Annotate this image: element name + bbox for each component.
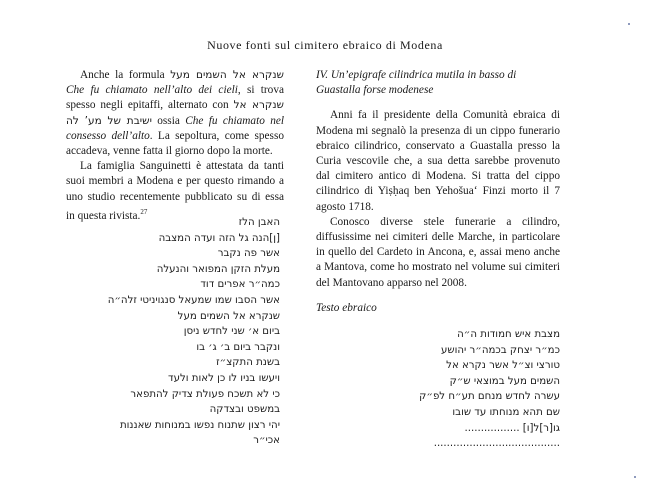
text-span: , si trova spesso negli epitaffi, alternato con	[66, 84, 284, 112]
hebrew-phrase: שנקרא אל השמים מעל	[170, 69, 284, 81]
epitaph-line: [ן]הנה גל הזה ועדה המצבה	[158, 232, 280, 244]
testo-ebraico-label: Testo ebraico	[316, 301, 377, 314]
epitaph-line: ויעשו בניו לו כן לאות ולעד	[168, 372, 280, 384]
running-header: Nuove fonti sul cimitero ebraico di Modena	[207, 38, 443, 52]
epitaph-line: יהי רצון שתנוח נפשו במנוחות שאננות	[119, 419, 280, 431]
epitaph-line: האבן הלז	[238, 217, 280, 228]
right-paragraph-1: Anni fa il presidente della Comunità ebraica di Modena mi segnalò la presenza di un cippo funerario ebraico cilindrico, conservato a Guastalla presso la Curia vescovile che, a sua detta sarebbe provenuto dal cimitero antico di Modena. Si tratta del cippo cilindrico di Yiṣḥaq ben Yehošua‘ Finzi morto il 7 agosto 1718.	[316, 109, 560, 213]
left-paragraph-1	[66, 68, 284, 159]
epitaph-line: אשר פה נקבר	[217, 248, 280, 260]
hebrew-phrase: שנקרא אל ישיבת של מע’	[84, 99, 284, 127]
section-heading: IV. Un’epigrafe cilindrica mutila in basso di Guastalla forse modenese	[316, 69, 517, 97]
text-span: La famiglia Sanguinetti è attestata da tanti suoi membri a Modena e per questo rimando a uno studio recentemente pubblicato su di essa in questa rivista.	[66, 160, 284, 222]
epitaph-line: במשפט ובצדקה	[209, 404, 280, 416]
epitaph-line: אכי״ר	[253, 435, 280, 447]
epitaph-line: .......................................	[433, 438, 560, 450]
epitaph-line: ונקבר ביום ב׳ ג׳ בו	[196, 341, 280, 353]
text-span: . La sepoltura, come spesso accadeva, venne fatta il giorno dopo la morte.	[66, 129, 284, 158]
epitaph-line: כמה״ר אפרים דוד	[200, 279, 280, 291]
hebrew-phrase: לה	[66, 114, 85, 127]
hebrew-epitaph-right	[396, 327, 560, 452]
left-column	[66, 68, 284, 224]
epitaph-line: בשנת התקצ״ז	[216, 357, 280, 369]
epitaph-line: כמ״ר יצחק בכמה״ר יהושע	[440, 344, 560, 356]
epitaph-line: עשרה לחדש מנחם תע״ח לפ״ק	[419, 391, 560, 403]
hebrew-epitaph-left	[96, 215, 280, 449]
epitaph-line: אשר הסבו שמו שמעאל סנגויניטי זלה״ה	[107, 294, 280, 306]
right-column	[316, 68, 560, 316]
italic-translation: Che fu chiamato nell’alto dei cieli	[66, 84, 238, 97]
footnote-ref: 27	[140, 207, 148, 216]
epitaph-line: שנקרא אל השמים מעל	[177, 310, 280, 322]
epitaph-line: שם תהא מנוחתו עד שובו	[452, 406, 560, 418]
epitaph-line: השמים מעל במוצאי ש״ק	[449, 375, 560, 387]
italic-translation: Che fu chiamato nel consesso dell’alto	[66, 114, 285, 142]
text-span: Anche la formula	[80, 69, 171, 81]
epitaph-line: כי לא תשכח פעולת צדיק להתפאר	[130, 388, 280, 400]
right-paragraph-2: Conosco diverse stele funerarie a cilindro, diffusissime nei cimiteri delle Marche, in particolare in quello del Cardeto in Ancona, e, assai meno anche a Mantova, come ho mostrato nel volume sui cimiteri del Mantovano apparso nel 2008.	[316, 215, 560, 289]
scan-speck-mark	[634, 476, 636, 478]
scan-speck-mark	[628, 23, 630, 25]
epitaph-line: ביום א׳ שני לחדש ניסן	[183, 326, 280, 338]
text-span: ossia	[151, 114, 186, 127]
epitaph-line: גו[ר]ל[ו] .................	[464, 422, 560, 434]
epitaph-line: טורצי וצ״ל אשר נקרא אל	[446, 360, 560, 372]
epitaph-line: מעלת הזקן המפואר והנעלה	[156, 263, 280, 275]
epitaph-line: מצבת איש חמודות ה״ה	[457, 329, 560, 340]
